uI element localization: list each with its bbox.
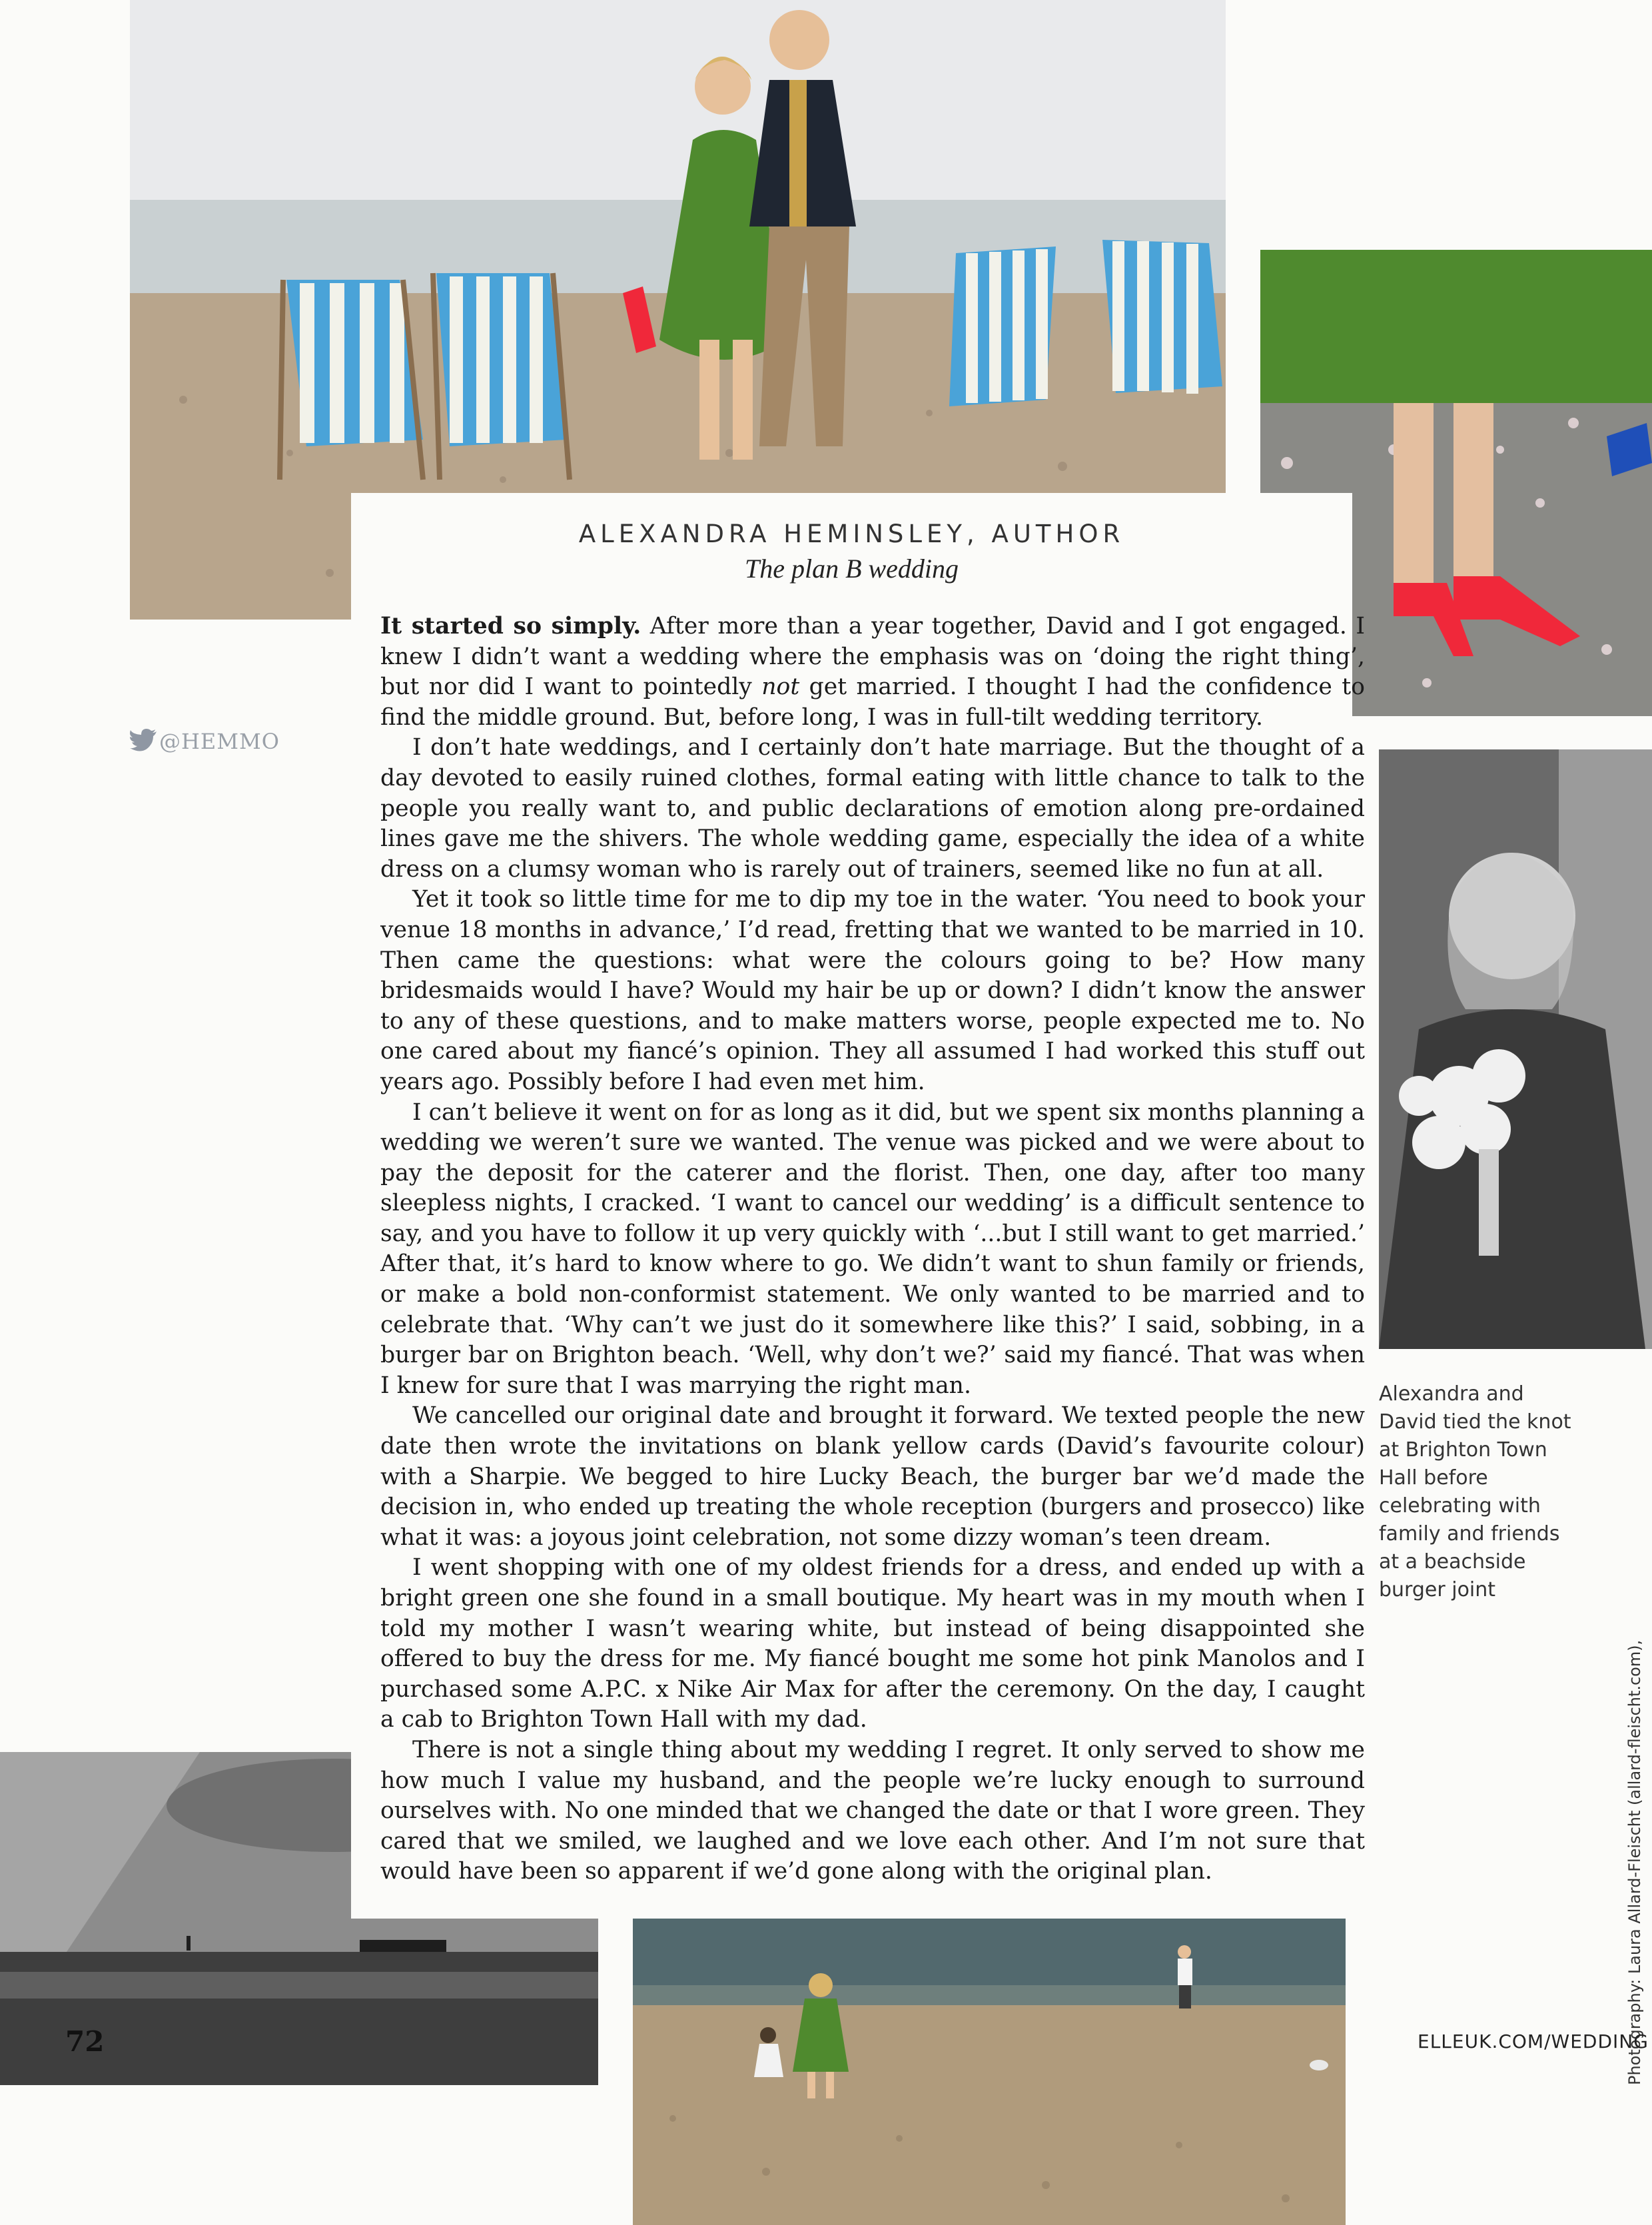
paragraph-1-text-a: After more than a year together, David and I got engaged. I knew I didn’t want a wedding where the emphasis was on ‘doing the right thing’, but nor did I want to pointedly: [380, 613, 1365, 701]
paragraph-2: I don’t hate weddings, and I certainly don’t hate marriage. But the thought of a day devoted to easily ruined clothes, formal eating with little chance to talk to the people you really want to, and public declarations of emotion along pre-ordained lines gave me the shivers. The whole wedding game, especially the idea of a white dress on a clumsy woman who is rarely out of trainers, seemed like no fun at all.: [380, 734, 1365, 883]
paragraph-4: I can’t believe it went on for as long as it did, but we spent six months planning a wedding we weren’t sure we wanted. The venue was picked and we were about to pay the deposit for the caterer and the florist. Then, one day, after too many sleepless nights, I cracked. ‘I want to cancel our wedding’ is a difficult sentence to say, and you have to follow it up very quickly with ‘...but I still want to get married.’ After that, it’s hard to know where to go. We didn’t want to shun family or friends, or make a bold non-conformist statement. We only wanted to be married and to celebrate that. ‘Why can’t we just do it somewhere like this?’ I said, sobbing, in a burger bar on Brighton beach. ‘Well, why don’t we?’ said my fiancé. That was when I knew for sure that I was marrying the right man.: [380, 1099, 1365, 1399]
paragraph-1-emphasis: not: [761, 673, 800, 701]
article-body: [380, 612, 1365, 1887]
photo-credit: Photography: Laura Allard-Fleischt (allard-fleischt.com),: [1625, 1639, 1644, 2085]
twitter-handle-text: @HEMMO: [159, 729, 280, 754]
lead-in: It started so simply.: [380, 613, 641, 640]
photo-beach-child: [633, 1919, 1346, 2225]
paragraph-1-text-b: get married. I thought I had the confidence to find the middle ground. But, before long, I was in full-tilt wedding territory.: [380, 673, 1365, 731]
page-number: 72: [65, 2025, 105, 2058]
site-url[interactable]: ELLEUK.COM/WEDDING: [1418, 2030, 1649, 2052]
article-panel: [351, 493, 1365, 1919]
paragraph-3: Yet it took so little time for me to dip my toe in the water. ‘You need to book your venue 18 months in advance,’ I’d read, fretting that we wanted to be married in 10. Then came the questions: what were the colours going to be? How many bridesmaids would I have? Would my hair be up or down? I didn’t know the answer to any of these questions, and to make matters worse, people expected me to. No one cared about my fiancé’s opinion. They all assumed I had worked this stuff out years ago. Possibly before I had even met him.: [380, 886, 1365, 1095]
photo-laughing-bride: [1379, 749, 1652, 1349]
twitter-bird-icon: [130, 729, 157, 751]
paragraph-5: We cancelled our original date and brought it forward. We texted people the new date then wrote the invitations on blank yellow cards (David’s favourite colour) with a Sharpie. We begged to hire Lucky Beach, the burger bar we’d made the decision in, who ended up treating the whole reception (burgers and prosecco) like what it was: a joyous joint celebration, not some dizzy woman’s teen dream.: [380, 1402, 1365, 1551]
article-subtitle: The plan B wedding: [744, 554, 959, 584]
twitter-handle[interactable]: [130, 729, 280, 754]
paragraph-7: There is not a single thing about my wedding I regret. It only served to show me how much I value my husband, and the people we’re lucky enough to surround ourselves with. No one minded that we changed the date or that I wore green. They cared that we smiled, we laughed and we love each other. And I’m not sure that would have been so apparent if we’d gone along with the original plan.: [380, 1736, 1365, 1885]
author-byline: ALEXANDRA HEMINSLEY, AUTHOR: [578, 520, 1125, 548]
paragraph-6: I went shopping with one of my oldest friends for a dress, and ended up with a bright green one she found in a small boutique. My heart was in my mouth when I told my mother I wasn’t wearing white, but instead of being disappointed she offered to buy the dress for me. My fiancé bought me some hot pink Manolos and I purchased some A.P.C. x Nike Air Max for after the ceremony. On the day, I caught a cab to Brighton Town Hall with my dad.: [380, 1554, 1365, 1733]
paragraph-1: [380, 612, 1365, 733]
photo-caption: Alexandra and David tied the knot at Brighton Town Hall before celebrating with family and friends at a beachside burger joint: [1379, 1382, 1571, 1601]
